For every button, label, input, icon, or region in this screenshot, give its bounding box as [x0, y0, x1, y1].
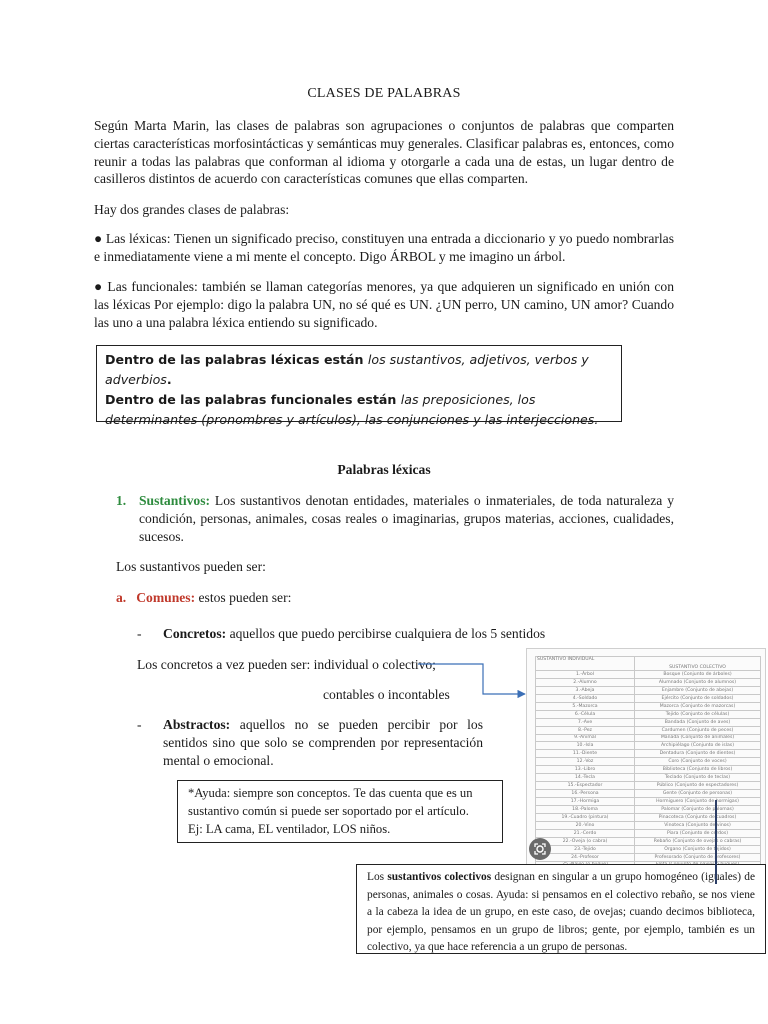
table-cell-colectivo: Pinacoteca (Conjunto de cuadros) [635, 813, 761, 821]
table-cell-individual: 12.-Voz [536, 758, 635, 766]
concretos-types-line: Los concretos a vez pueden ser: individual o colectivo; [137, 657, 436, 672]
table-cell-individual: 8.-Pez [536, 726, 635, 734]
lexicas-summary: Dentro de las palabras léxicas están los sustantivos, adjetivos, verbos y adverbios. [105, 352, 589, 387]
table-row [536, 710, 761, 718]
pueden-ser-line: Los sustantivos pueden ser: [116, 559, 266, 574]
table-cell-individual: 21.-Cerdo [536, 829, 635, 837]
table-cell-colectivo: Dentadura (Conjunto de dientes) [635, 750, 761, 758]
table-row [536, 853, 761, 861]
table-cell-colectivo: Vinoteca (Conjunto de vinos) [635, 821, 761, 829]
table-cell-individual: 13.-Libro [536, 766, 635, 774]
table-cell-colectivo: Teclado (Conjunto de teclas) [635, 774, 761, 782]
table-row [536, 694, 761, 702]
table-row [536, 821, 761, 829]
table-header-colectivo: SUSTANTIVO COLECTIVO [635, 657, 761, 671]
table-cell-colectivo: Coro (Conjunto de voces) [635, 758, 761, 766]
ayuda-box [177, 780, 503, 843]
table-cell-colectivo: Piara (Conjunto de cerdos) [635, 829, 761, 837]
table-cell-individual: 9.-Animal [536, 734, 635, 742]
word-classes-summary-box [96, 345, 622, 427]
table-cell-individual: 22.-Oveja (o cabra) [536, 837, 635, 845]
table-cell-colectivo: Profesorado (Conjunto de profesores) [635, 853, 761, 861]
table-cell-individual: 16.-Persona [536, 790, 635, 798]
table-row [536, 702, 761, 710]
table-cell-individual: 19.-Cuadro (pintura) [536, 813, 635, 821]
table-cell-individual: 15.-Espectador [536, 782, 635, 790]
table-cell-individual: 14.-Tecla [536, 774, 635, 782]
funcionales-summary: Dentro de las palabras funcionales están las preposiciones, los determinantes (pronombres y artículos), las conjunciones y las interjecciones. [105, 392, 599, 427]
table-cell-colectivo: Bandada (Conjunto de aves) [635, 718, 761, 726]
table-cell-colectivo: Manada (Conjunto de animales) [635, 734, 761, 742]
contables-line: contables o incontables [323, 687, 450, 702]
table-header-individual: SUSTANTIVO INDIVIDUAL [536, 657, 635, 671]
table-row [536, 758, 761, 766]
collective-nouns-table-image [526, 648, 766, 870]
table-row [536, 837, 761, 845]
table-row [536, 742, 761, 750]
table-row [536, 774, 761, 782]
table-cell-individual: 11.-Diente [536, 750, 635, 758]
table-row [536, 726, 761, 734]
table-cell-colectivo: Cardumen (Conjunto de peces) [635, 726, 761, 734]
table-cell-colectivo: Rebaño (Conjunto de ovejas o cabras) [635, 837, 761, 845]
table-cell-individual: 24.-Profesor [536, 853, 635, 861]
table-row [536, 813, 761, 821]
sustantivos-definition: Sustantivos: Los sustantivos denotan entidades, materiales o inmateriales, de toda naturaleza y condición, personas, animales, cosas reales o imaginarias, grupos materias, acciones, cualidades, sucesos. [139, 493, 674, 544]
table-row [536, 829, 761, 837]
list-number: 1. [116, 493, 127, 508]
table-cell-colectivo: Tejido (Conjunto de células) [635, 710, 761, 718]
table-cell-individual: 7.-Ave [536, 718, 635, 726]
table-cell-individual: 5.-Mazorca [536, 702, 635, 710]
table-cell-colectivo: Enjambre (Conjunto de abejas) [635, 686, 761, 694]
table-row [536, 686, 761, 694]
table-row [536, 798, 761, 806]
table-row [536, 766, 761, 774]
comunes-line: a. Comunes: estos pueden ser: [116, 590, 292, 605]
table-cell-individual: 6.-Célula [536, 710, 635, 718]
table-row [536, 782, 761, 790]
table-cell-individual: 20.-Vino [536, 821, 635, 829]
image-search-lens-icon[interactable] [529, 838, 551, 860]
table-cell-individual: 17.-Hormiga [536, 798, 635, 806]
table-cell-colectivo: Órgano (Conjunto de tejidos) [635, 845, 761, 853]
table-cell-individual: 4.-Soldado [536, 694, 635, 702]
ayuda-line: sustantivo común si puede ser soportado por el artículo. [188, 804, 469, 818]
table-cell-individual: 2.-Alumno [536, 678, 635, 686]
table-row [536, 805, 761, 813]
table-row [536, 845, 761, 853]
table-row [536, 750, 761, 758]
table-cell-individual: 10.-Isla [536, 742, 635, 750]
table-cell-colectivo: Archipiélago (Conjunto de islas) [635, 742, 761, 750]
section-heading: Palabras léxicas [337, 462, 431, 477]
funcionales-bullet: ● Las funcionales: también se llaman categorías menores, ya que adquieren un significado en unión con las léxicas Por ejemplo: digo la palabra UN, no sé qué es UN. ¿UN perro, UN camino, UN amor? Cuando las uno a una palabra léxica entiendo su significado. [94, 279, 674, 330]
table-cell-colectivo: Gente (Conjunto de personas) [635, 790, 761, 798]
table-cell-colectivo: Hormiguero (Conjunto de hormigas) [635, 798, 761, 806]
ayuda-line: Ej: LA cama, EL ventilador, LOS niños. [188, 822, 391, 836]
table-row [536, 671, 761, 679]
table-cell-individual: 1.-Árbol [536, 671, 635, 679]
two-classes-line: Hay dos grandes clases de palabras: [94, 202, 290, 217]
table-row [536, 734, 761, 742]
table-cell-colectivo: Mazorca (Conjunto de mazorcas) [635, 702, 761, 710]
table-cell-individual: 23.-Tejido [536, 845, 635, 853]
intro-paragraph: Según Marta Marin, las clases de palabras son agrupaciones o conjuntos de palabras que comparten ciertas características morfosintácticas y semánticas muy generales. Clasificar palabras es, entonces, como reunir a todas las palabras que conforman al idioma y otorgarle a cada una de estas, un lugar dentro de casilleros distintos de acuerdo con características comunes que ellas comparten. [94, 118, 674, 187]
document-title: CLASES DE PALABRAS [307, 86, 461, 101]
table-cell-colectivo: Bosque (Conjunto de árboles) [635, 671, 761, 679]
table-cell-individual: 3.-Abeja [536, 686, 635, 694]
table-row [536, 718, 761, 726]
table-cell-colectivo: Palomar (Conjunto de palomas) [635, 805, 761, 813]
table-row [536, 678, 761, 686]
ayuda-line: *Ayuda: siempre son conceptos. Te das cuenta que es un [188, 786, 473, 800]
table-cell-colectivo: Biblioteca (Conjunto de libros) [635, 766, 761, 774]
table-cell-individual: 18.-Paloma [536, 805, 635, 813]
colectivos-explanation-box: Los sustantivos colectivos designan en singular a un grupo homogéneo (iguales) de personas, animales o cosas. Ayuda: si pensamos en el colectivo rebaño, se nos viene a la cabeza la idea de un grupo, en este caso, de ovejas; cuando decimos biblioteca, por ejemplo, pensamos en un grupo de libros; gente, por ejemplo, también es un colectivo, ya que hace referencia a un grupo de personas. [356, 864, 766, 954]
table-row [536, 790, 761, 798]
table-cell-colectivo: Alumnado (Conjunto de alumnos) [635, 678, 761, 686]
lexicas-bullet: ● Las léxicas: Tienen un significado preciso, constituyen una entrada a diccionario y yo puedo nombrarlas e inmediatamente viene a mi mente el concepto. Digo ÁRBOL y me imagino un árbol. [94, 231, 674, 264]
table-cell-colectivo: Ejército (Conjunto de soldados) [635, 694, 761, 702]
collective-nouns-table [535, 656, 761, 870]
table-cell-colectivo: Público (Conjunto de espectadores) [635, 782, 761, 790]
